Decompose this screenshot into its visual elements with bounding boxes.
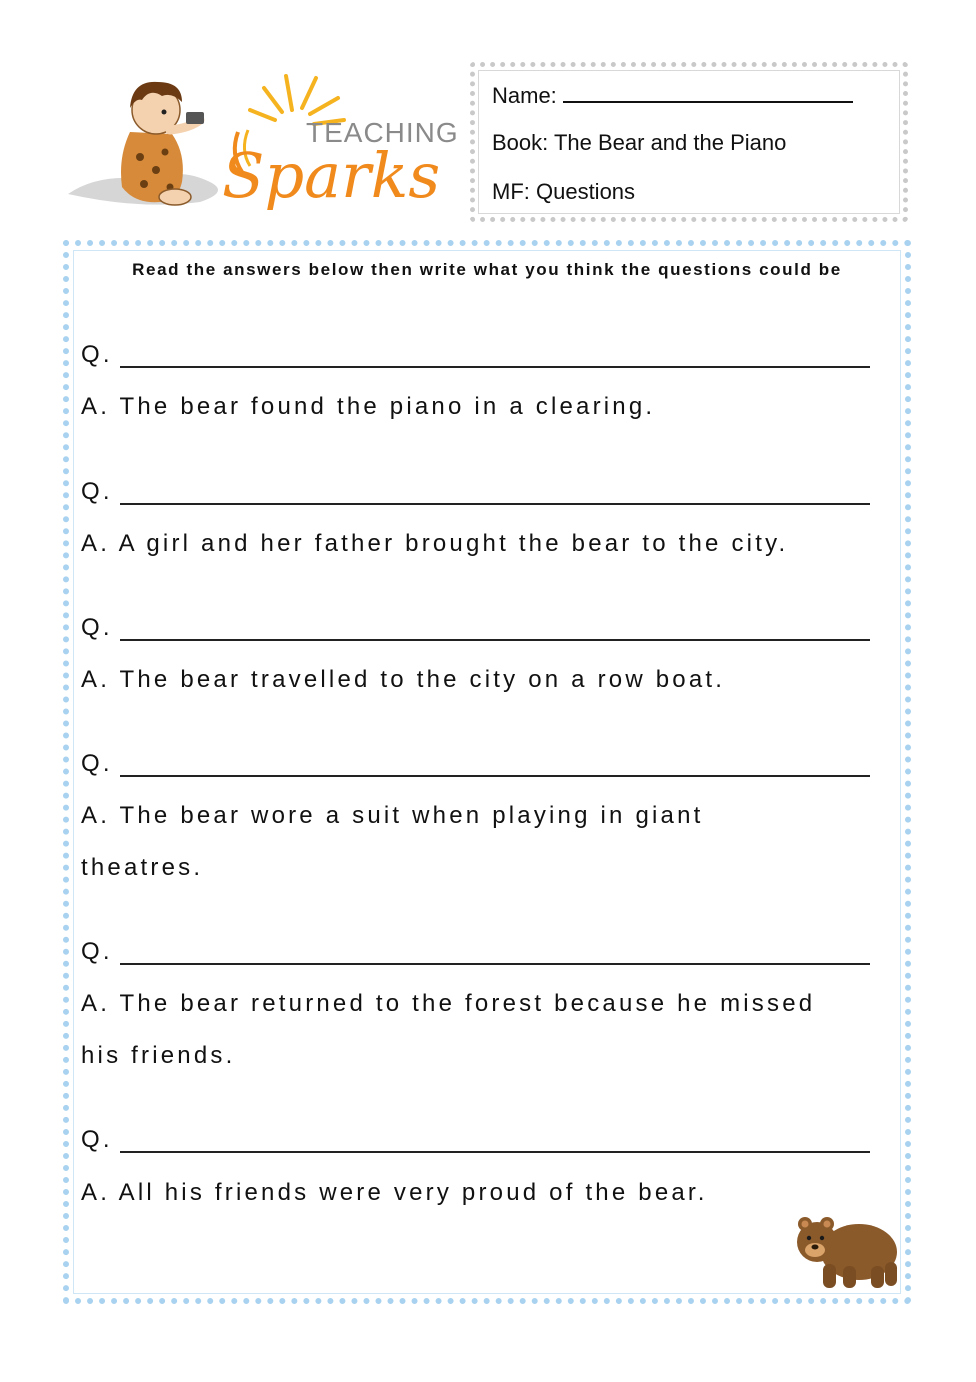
answer-5-line-2: his friends. <box>81 1042 236 1069</box>
book-label: Book: The Bear and the Piano <box>492 130 787 155</box>
question-label-4: Q. <box>81 750 113 777</box>
answer-4-line-1: A. The bear wore a suit when playing in giant <box>81 802 704 829</box>
question-label-5: Q. <box>81 938 113 965</box>
question-label-2: Q. <box>81 478 113 505</box>
answer-3: A. The bear travelled to the city on a row boat. <box>81 666 726 693</box>
question-write-line-5[interactable] <box>120 963 870 965</box>
question-label-3: Q. <box>81 614 113 641</box>
bear-icon <box>793 1212 903 1292</box>
worksheet-box <box>63 240 911 1304</box>
caveman-mascot-icon <box>60 62 460 222</box>
question-write-line-4[interactable] <box>120 775 870 777</box>
question-write-line-2[interactable] <box>120 503 870 505</box>
question-write-line-3[interactable] <box>120 639 870 641</box>
name-field[interactable] <box>492 81 853 109</box>
answer-5-line-1: A. The bear returned to the forest because he missed <box>81 990 816 1017</box>
teaching-sparks-logo <box>60 62 460 222</box>
mf-label: MF: Questions <box>492 179 636 204</box>
name-write-line[interactable] <box>563 81 853 103</box>
question-write-line-1[interactable] <box>120 366 870 368</box>
question-write-line-6[interactable] <box>120 1151 870 1153</box>
name-label: Name: <box>492 83 557 108</box>
svg-text:Sparks: Sparks <box>222 139 441 212</box>
svg-text:TEACHING: TEACHING <box>306 117 459 148</box>
answer-1: A. The bear found the piano in a clearing. <box>81 393 656 420</box>
question-label-6: Q. <box>81 1126 113 1153</box>
answer-4-line-2: theatres. <box>81 854 204 881</box>
student-info-box <box>470 62 908 222</box>
question-label-1: Q. <box>81 341 113 368</box>
answer-2: A. A girl and her father brought the bear to the city. <box>81 530 789 557</box>
answer-6: A. All his friends were very proud of the bear. <box>81 1179 708 1206</box>
instructions: Read the answers below then write what you think the questions could be <box>132 260 842 279</box>
